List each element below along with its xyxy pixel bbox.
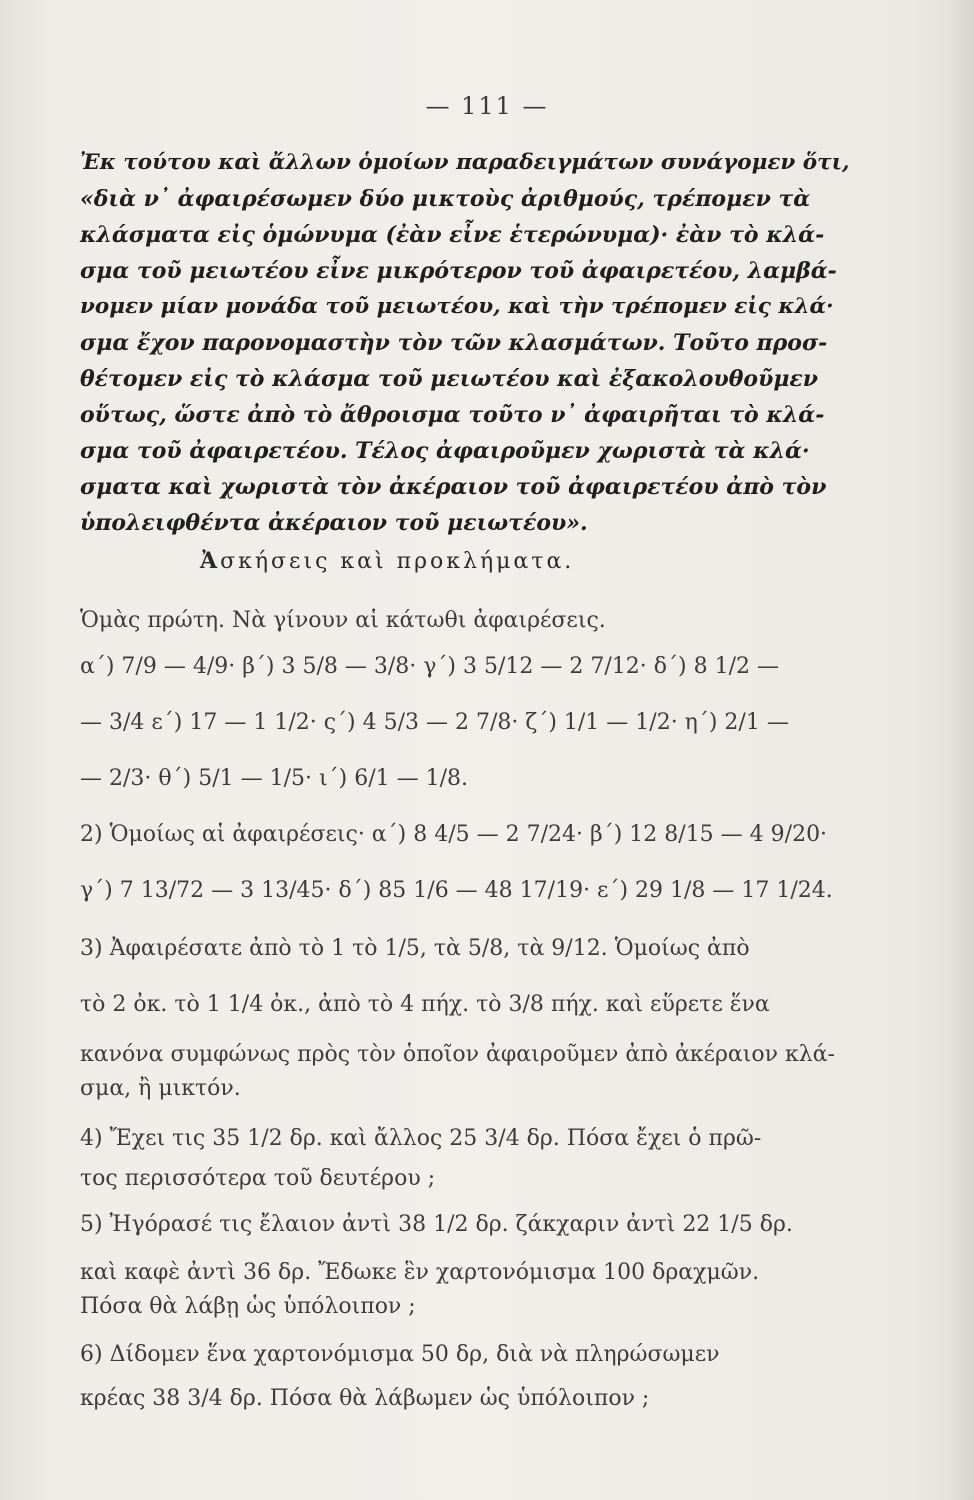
intro-line: νομεν μίαν μονάδα τοῦ μειωτέου, καὶ τὴν τρέπομεν εἰς κλά·: [80, 294, 834, 319]
exercise-line: 5) Ἠγόρασέ τις ἔλαιον ἀντὶ 38 1/2 δρ. ζάκχαριν ἀντὶ 22 1/5 δρ.: [80, 1212, 793, 1237]
section-heading: [200, 548, 574, 574]
intro-line: σμα τοῦ μειωτέου εἶνε μικρότερον τοῦ ἀφαιρετέου, λαμβά-: [80, 258, 837, 284]
heading-initial: Ἀ: [200, 548, 221, 574]
intro-line: κλάσματα εἰς ὁμώνυμα (ἐὰν εἶνε ἑτερώνυμα)· ἐὰν τὸ κλά-: [80, 222, 825, 248]
page-number: — 111 —: [425, 92, 549, 120]
page-edge: [944, 0, 974, 1500]
intro-line: Ἐκ τούτου καὶ ἄλλων ὁμοίων παραδειγμάτων συνάγομεν ὅτι,: [80, 150, 850, 175]
exercise-line: α΄) 7/9 — 4/9· β΄) 3 5/8 — 3/8· γ΄) 3 5/12 — 2 7/12· δ΄) 8 1/2 —: [80, 654, 779, 679]
exercise-line: Ὁμὰς πρώτη. Νὰ γίνουν αἱ κάτωθι ἀφαιρέσεις.: [80, 608, 606, 633]
exercise-line: — 3/4 ε΄) 17 — 1 1/2· ς΄) 4 5/3 — 2 7/8· ζ΄) 1/1 — 1/2· η΄) 2/1 —: [80, 710, 789, 735]
exercise-line: 4) Ἔχει τις 35 1/2 δρ. καὶ ἄλλος 25 3/4 δρ. Πόσα ἔχει ὁ πρῶ-: [80, 1126, 762, 1151]
exercise-line: κανόνα συμφώνως πρὸς τὸν ὁποῖον ἀφαιροῦμεν ἀπὸ ἀκέραιον κλά-: [80, 1042, 835, 1067]
intro-line: σμα τοῦ ἀφαιρετέου. Τέλος ἀφαιροῦμεν χωριστὰ τὰ κλά·: [80, 438, 810, 464]
exercise-line: σμα, ἢ μικτόν.: [80, 1076, 241, 1101]
exercise-line: τος περισσότερα τοῦ δευτέρου ;: [80, 1166, 436, 1191]
exercise-line: Πόσα θὰ λάβῃ ὡς ὑπόλοιπον ;: [80, 1294, 416, 1319]
intro-line: σματα καὶ χωριστὰ τὸν ἀκέραιον τοῦ ἀφαιρετέου ἀπὸ τὸν: [80, 474, 827, 500]
exercise-line: — 2/3· θ΄) 5/1 — 1/5· ι΄) 6/1 — 1/8.: [80, 766, 468, 791]
exercise-line: 2) Ὁμοίως αἱ ἀφαιρέσεις· α΄) 8 4/5 — 2 7/24· β΄) 12 8/15 — 4 9/20·: [80, 822, 828, 847]
exercise-line: καὶ καφὲ ἀντὶ 36 δρ. Ἔδωκε ἓν χαρτονόμισμα 100 δραχμῶν.: [80, 1260, 760, 1285]
intro-line: σμα ἔχον παρονομαστὴν τὸν τῶν κλασμάτων. Τοῦτο προσ-: [80, 330, 828, 356]
intro-line: οὕτως, ὥστε ἀπὸ τὸ ἄθροισμα τοῦτο ν᾽ ἀφαιρῆται τὸ κλά-: [80, 402, 825, 428]
intro-line: «διὰ ν᾽ ἀφαιρέσωμεν δύο μικτοὺς ἀριθμούς, τρέπομεν τὰ: [80, 186, 811, 212]
exercise-line: κρέας 38 3/4 δρ. Πόσα θὰ λάβωμεν ὡς ὑπόλοιπον ;: [80, 1386, 650, 1411]
intro-line: θέτομεν εἰς τὸ κλάσμα τοῦ μειωτέου καὶ ἐξακολουθοῦμεν: [80, 366, 819, 392]
heading-text: σκήσεις καὶ προκλήματα.: [220, 549, 575, 574]
exercise-line: 3) Ἀφαιρέσατε ἀπὸ τὸ 1 τὸ 1/5, τὰ 5/8, τὰ 9/12. Ὁμοίως ἀπὸ: [80, 936, 750, 961]
intro-line: ὑπολειφθέντα ἀκέραιον τοῦ μειωτέου».: [80, 510, 588, 536]
exercise-line: τὸ 2 ὀκ. τὸ 1 1/4 ὀκ., ἀπὸ τὸ 4 πήχ. τὸ 3/8 πήχ. καὶ εὕρετε ἕνα: [80, 992, 770, 1017]
exercise-line: γ΄) 7 13/72 — 3 13/45· δ΄) 85 1/6 — 48 17/19· ε΄) 29 1/8 — 17 1/24.: [80, 878, 833, 903]
exercise-line: 6) Δίδομεν ἕνα χαρτονόμισμα 50 δρ, διὰ νὰ πληρώσωμεν: [80, 1342, 720, 1367]
